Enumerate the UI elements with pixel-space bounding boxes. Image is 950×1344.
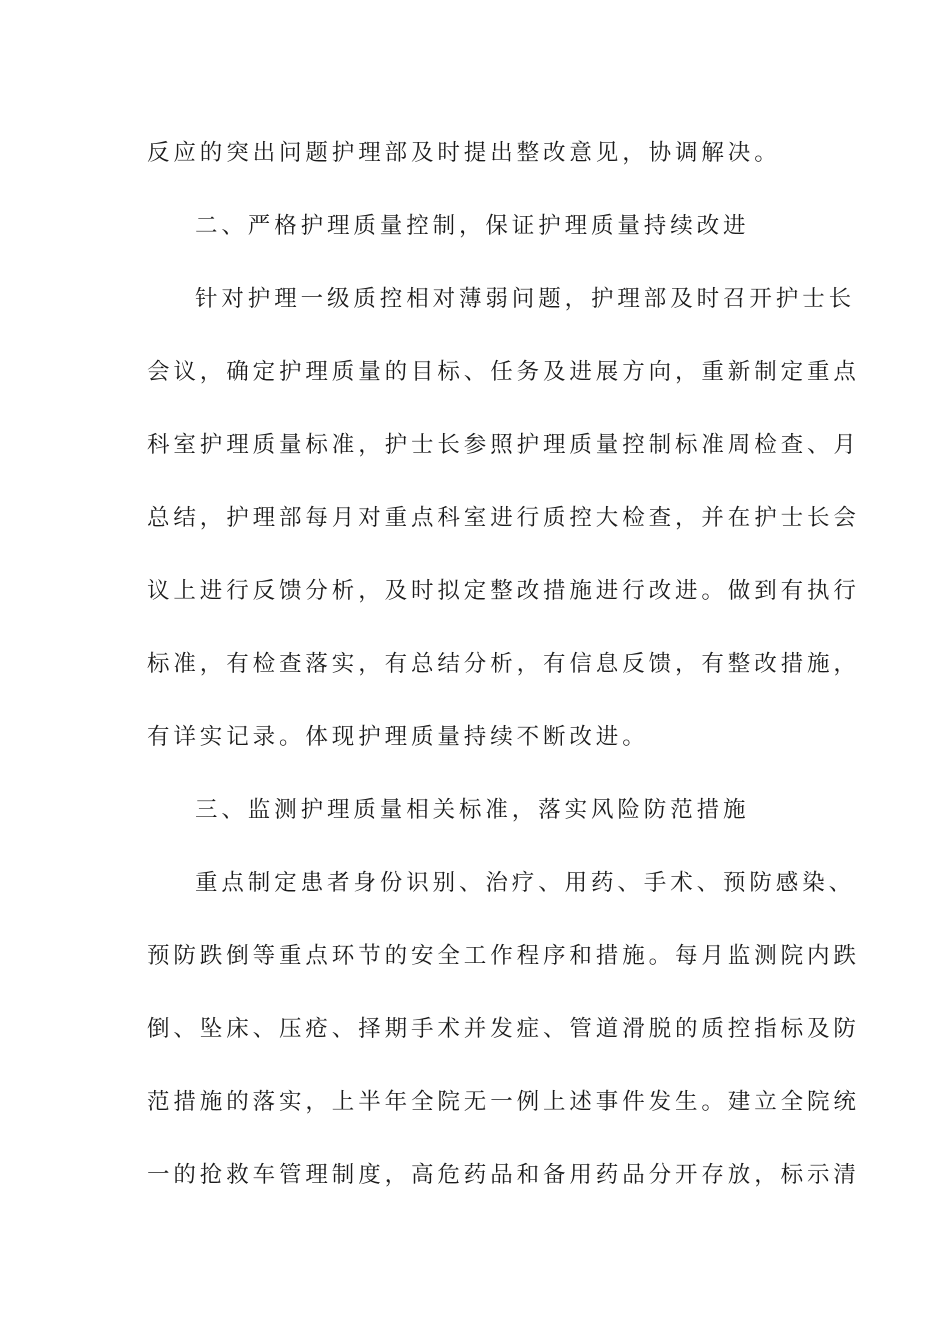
paragraph-line: 标准，有检查落实，有总结分析，有信息反馈，有整改措施， [147, 651, 860, 677]
section-heading-3: 三、监测护理质量相关标准，落实风险防范措施 [195, 797, 750, 823]
paragraph-line: 倒、坠床、压疮、择期手术并发症、管道滑脱的质控指标及防 [147, 1016, 860, 1042]
paragraph-line: 一的抢救车管理制度，高危药品和备用药品分开存放，标示清 [147, 1162, 860, 1188]
paragraph-line: 总结，护理部每月对重点科室进行质控大检查，并在护士长会 [147, 505, 860, 531]
paragraph-line: 范措施的落实，上半年全院无一例上述事件发生。建立全院统 [147, 1089, 860, 1115]
paragraph-line: 预防跌倒等重点环节的安全工作程序和措施。每月监测院内跌 [147, 943, 860, 969]
paragraph-line: 议上进行反馈分析，及时拟定整改措施进行改进。做到有执行 [147, 578, 860, 604]
paragraph-line: 有详实记录。体现护理质量持续不断改进。 [147, 724, 649, 750]
paragraph-line: 科室护理质量标准，护士长参照护理质量控制标准周检查、月 [147, 432, 860, 458]
paragraph-line: 重点制定患者身份识别、治疗、用药、手术、预防感染、 [195, 870, 856, 896]
section-heading-2: 二、严格护理质量控制，保证护理质量持续改进 [195, 213, 750, 239]
paragraph-line: 针对护理一级质控相对薄弱问题，护理部及时召开护士长 [195, 286, 856, 312]
paragraph-line: 会议，确定护理质量的目标、任务及进展方向，重新制定重点 [147, 359, 860, 385]
paragraph-continuation-line: 反应的突出问题护理部及时提出整改意见，协调解决。 [147, 140, 781, 166]
